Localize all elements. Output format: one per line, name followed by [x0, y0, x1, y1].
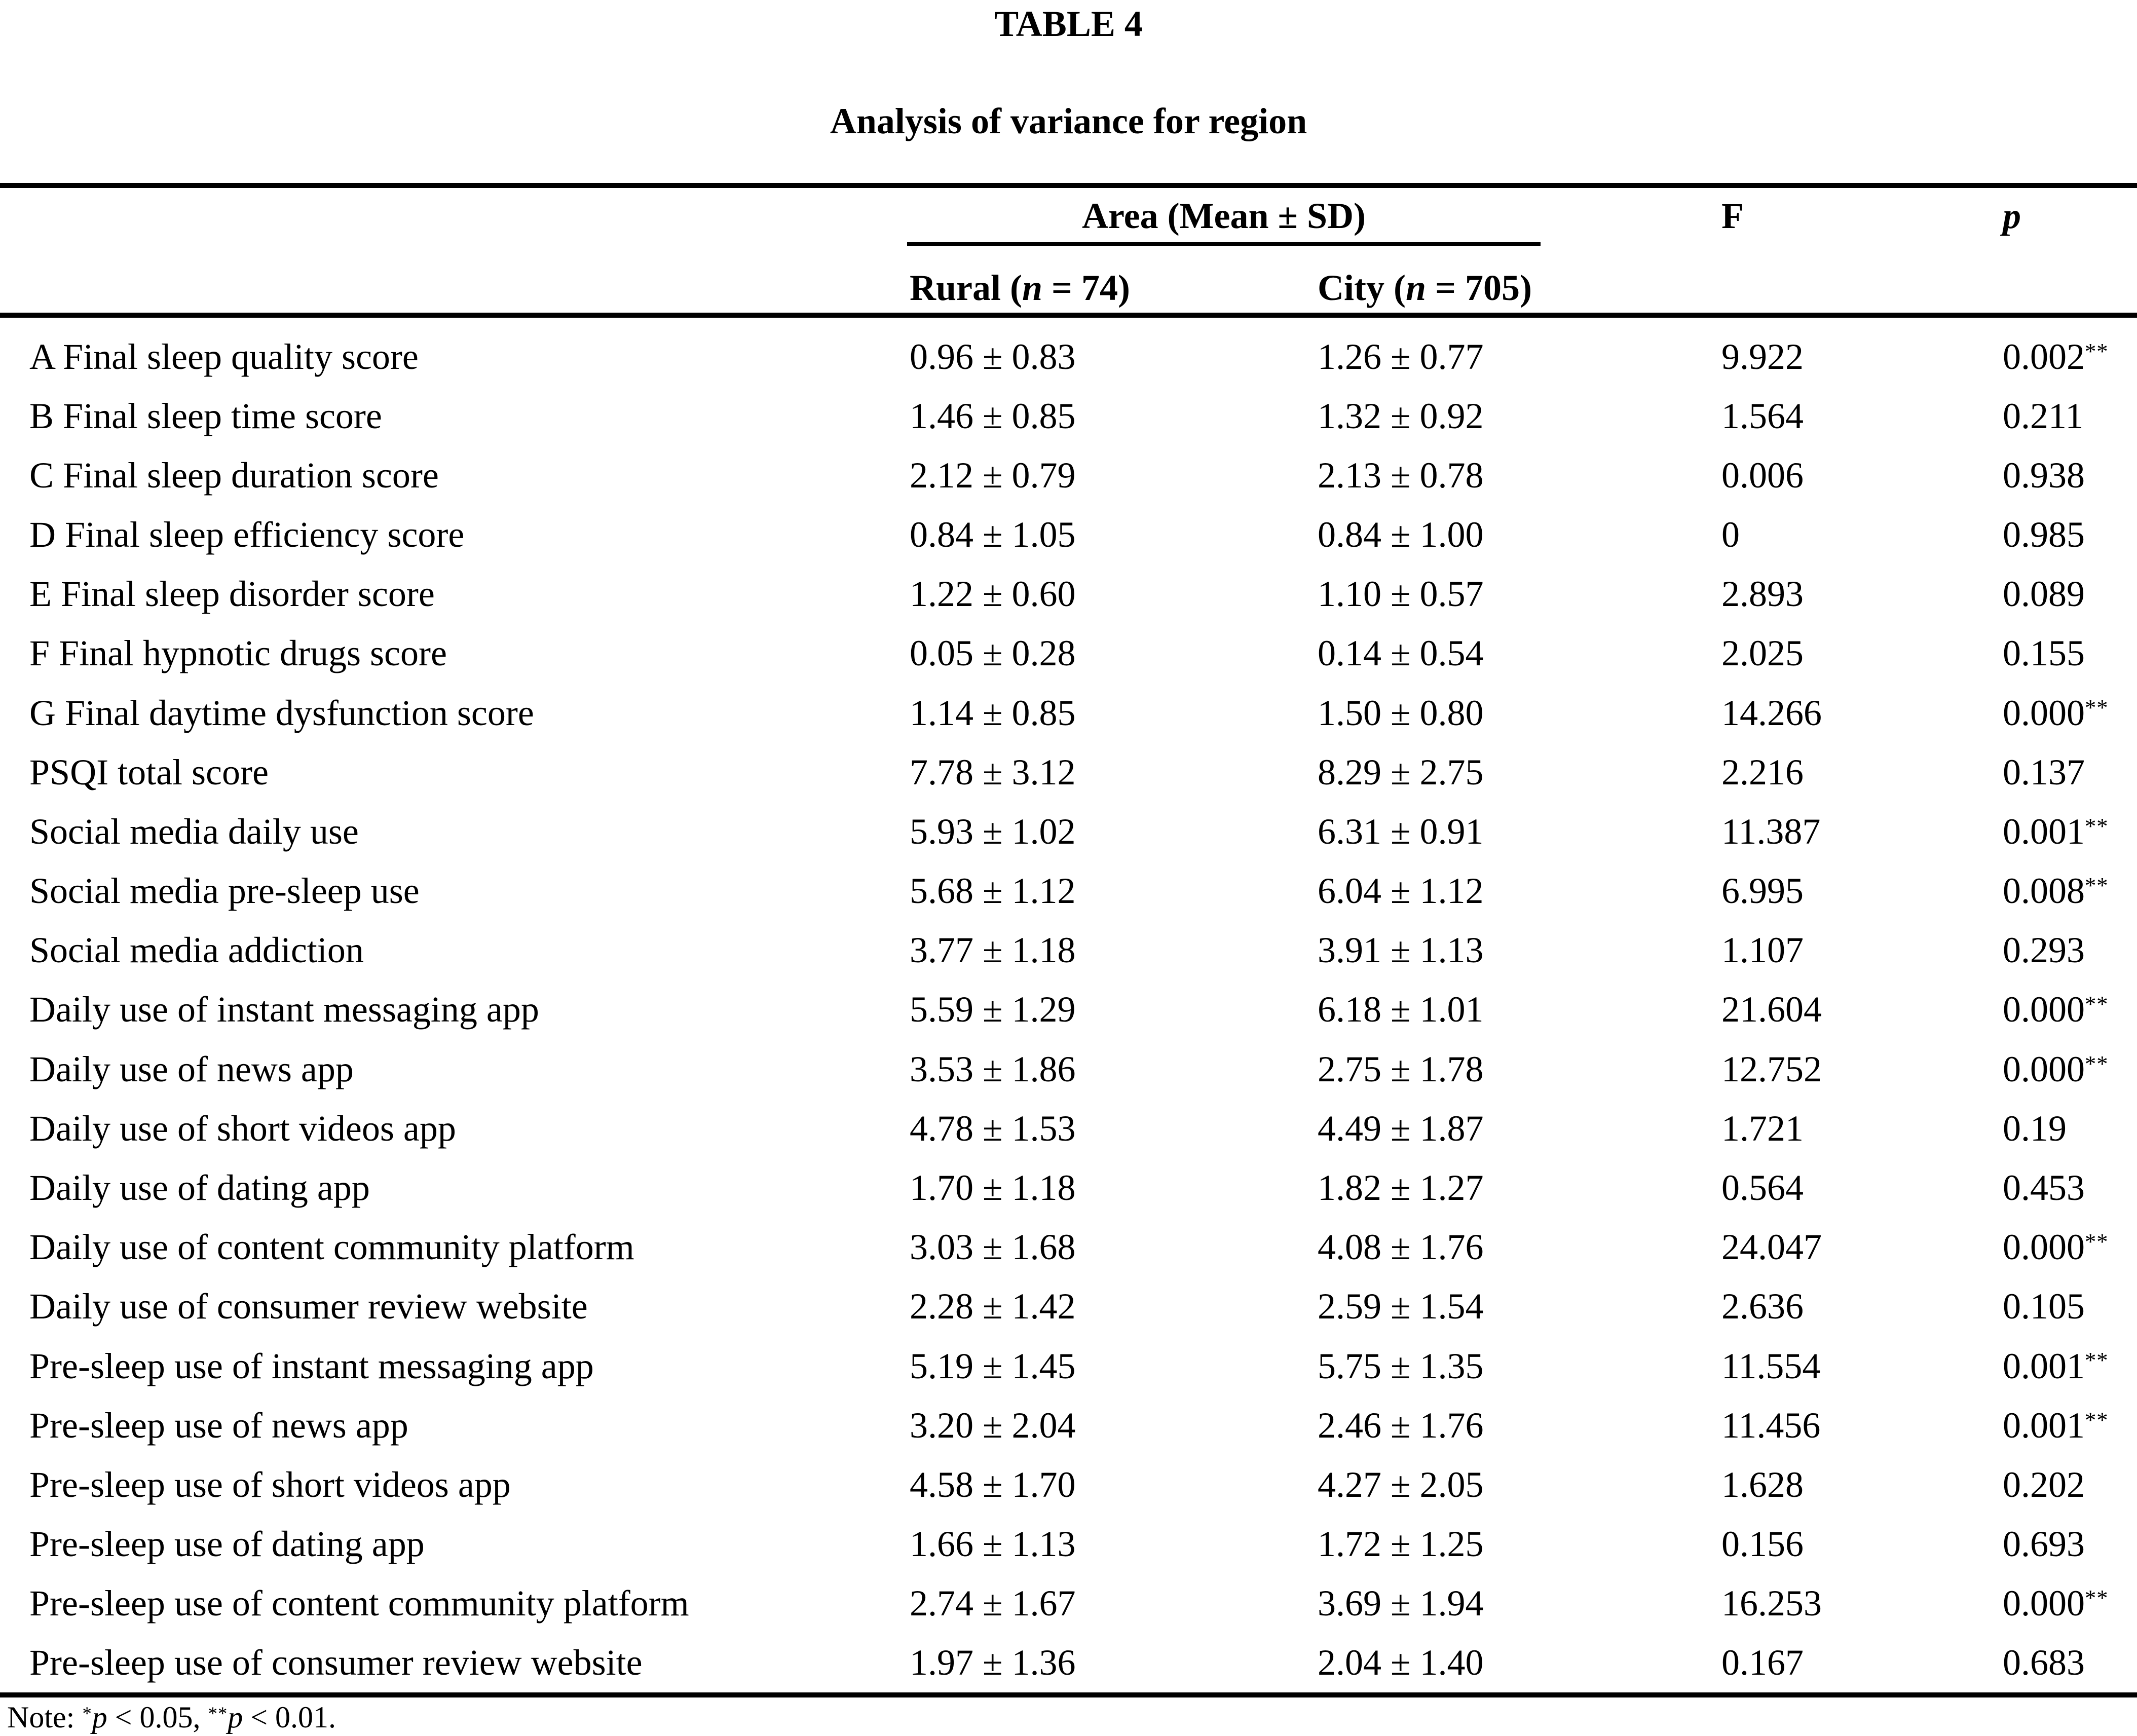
table-number-title: TABLE 4	[994, 4, 1143, 44]
city-mean-sd-value: 1.50 ± 0.80	[1318, 692, 1484, 733]
city-mean-sd-value: 4.08 ± 1.76	[1318, 1227, 1484, 1268]
p-value: 0.985	[2003, 514, 2085, 555]
p-value: 0.001	[2003, 1405, 2085, 1446]
table-row	[0, 742, 2137, 802]
f-statistic-value: 6.995	[1721, 871, 1804, 912]
city-mean-sd-value: 6.04 ± 1.12	[1318, 871, 1484, 912]
row-label: Social media daily use	[29, 811, 359, 852]
city-header-text: City (	[1318, 268, 1406, 308]
f-statistic-value: 0.006	[1721, 455, 1804, 496]
table-row	[0, 1395, 2137, 1455]
table-row	[0, 1039, 2137, 1099]
city-mean-sd-value: 1.32 ± 0.92	[1318, 395, 1484, 436]
f-statistic-value: 11.554	[1721, 1345, 1821, 1386]
table-row	[0, 683, 2137, 742]
f-statistic-value: 0.167	[1721, 1642, 1804, 1683]
rural-mean-sd-value: 4.78 ± 1.53	[910, 1108, 1076, 1149]
note-p-italic-1: p	[92, 1701, 107, 1734]
p-value: 0.137	[2003, 751, 2085, 792]
p-value: 0.453	[2003, 1167, 2085, 1208]
f-statistic-value: 12.752	[1721, 1048, 1822, 1089]
p-value: 0.089	[2003, 574, 2085, 615]
significance-stars: **	[2085, 991, 2109, 1017]
table-row	[0, 980, 2137, 1039]
table-row	[0, 327, 2137, 386]
f-statistic-value: 2.025	[1721, 633, 1804, 674]
row-label: B Final sleep time score	[29, 395, 382, 436]
note-p-italic-2: p	[228, 1701, 243, 1734]
p-value: 0.293	[2003, 930, 2085, 971]
rural-header-text: Rural (	[910, 268, 1022, 308]
rural-mean-sd-value: 0.05 ± 0.28	[910, 633, 1076, 674]
row-label: PSQI total score	[29, 751, 269, 792]
rural-mean-sd-value: 4.58 ± 1.70	[910, 1464, 1076, 1505]
table-body	[0, 327, 2137, 1692]
row-label: Pre-sleep use of content community platform	[29, 1583, 689, 1624]
p-value-cell	[2003, 574, 2137, 615]
table-row	[0, 861, 2137, 921]
city-header-n-italic: n	[1405, 268, 1426, 308]
rural-mean-sd-value: 7.78 ± 3.12	[910, 751, 1076, 792]
city-header-count: = 705)	[1426, 268, 1532, 308]
city-mean-sd-value: 2.04 ± 1.40	[1318, 1642, 1484, 1683]
city-mean-sd-value: 0.84 ± 1.00	[1318, 514, 1484, 555]
p-value: 0.000	[2003, 989, 2085, 1030]
city-mean-sd-value: 2.59 ± 1.54	[1318, 1286, 1484, 1327]
p-value: 0.683	[2003, 1642, 2085, 1683]
f-statistic-value: 1.628	[1721, 1464, 1804, 1505]
f-statistic-value: 0	[1721, 514, 1740, 555]
table-bottom-rule	[0, 1692, 2137, 1697]
city-mean-sd-value: 1.26 ± 0.77	[1318, 336, 1484, 377]
rural-header-count: = 74)	[1042, 268, 1131, 308]
p-value-cell	[2003, 338, 2137, 375]
table-row	[0, 564, 2137, 624]
p-value: 0.202	[2003, 1464, 2085, 1505]
p-value-cell	[2003, 692, 2137, 733]
p-value: 0.001	[2003, 811, 2085, 852]
f-statistic-value: 14.266	[1721, 692, 1822, 733]
row-label: Pre-sleep use of dating app	[29, 1524, 425, 1565]
p-value-cell	[2003, 457, 2137, 494]
p-value: 0.000	[2003, 692, 2085, 733]
significance-stars: **	[2085, 1407, 2109, 1432]
p-value-cell	[2003, 395, 2137, 436]
rural-header-n-italic: n	[1022, 268, 1043, 308]
table-row	[0, 1336, 2137, 1395]
note-prefix: Note:	[7, 1701, 83, 1734]
row-label: Social media addiction	[29, 930, 364, 971]
row-label: Pre-sleep use of short videos app	[29, 1464, 511, 1505]
p-value-cell	[2003, 1227, 2137, 1268]
city-mean-sd-value: 2.46 ± 1.76	[1318, 1405, 1484, 1446]
table-row	[0, 1514, 2137, 1573]
p-value-cell	[2003, 1644, 2137, 1681]
row-label: Daily use of consumer review website	[29, 1286, 588, 1327]
rural-mean-sd-value: 3.77 ± 1.18	[910, 930, 1076, 971]
p-value: 0.002	[2003, 336, 2085, 377]
city-mean-sd-value: 5.75 ± 1.35	[1318, 1345, 1484, 1386]
table-note	[7, 1701, 336, 1734]
row-label: Daily use of dating app	[29, 1167, 370, 1208]
table-row	[0, 1574, 2137, 1633]
rural-mean-sd-value: 1.70 ± 1.18	[910, 1167, 1076, 1208]
row-label: Daily use of instant messaging app	[29, 989, 539, 1030]
significance-stars: **	[2085, 1050, 2109, 1076]
table-row	[0, 1099, 2137, 1158]
rural-mean-sd-value: 1.66 ± 1.13	[910, 1524, 1076, 1565]
city-mean-sd-value: 1.10 ± 0.57	[1318, 574, 1484, 615]
p-value-cell	[2003, 516, 2137, 553]
significance-stars: **	[2085, 694, 2109, 720]
table-row	[0, 1158, 2137, 1217]
table-row	[0, 802, 2137, 861]
column-header-f: F	[1721, 196, 1744, 236]
row-label: Pre-sleep use of instant messaging app	[29, 1345, 594, 1386]
city-mean-sd-value: 8.29 ± 2.75	[1318, 751, 1484, 792]
rural-mean-sd-value: 2.28 ± 1.42	[910, 1286, 1076, 1327]
p-value: 0.19	[2003, 1108, 2067, 1149]
p-value-cell	[2003, 1288, 2137, 1325]
area-group-spanner-rule	[907, 242, 1541, 246]
significance-stars: **	[2085, 813, 2109, 839]
row-label: Social media pre-sleep use	[29, 871, 420, 912]
p-value-cell	[2003, 1524, 2137, 1565]
row-label: Pre-sleep use of consumer review website	[29, 1642, 643, 1683]
rural-mean-sd-value: 5.19 ± 1.45	[910, 1345, 1076, 1386]
column-group-header-area: Area (Mean ± SD)	[1081, 196, 1366, 236]
column-header-p: p	[2003, 196, 2021, 236]
city-mean-sd-value: 2.75 ± 1.78	[1318, 1048, 1484, 1089]
p-value: 0.693	[2003, 1524, 2085, 1565]
rural-mean-sd-value: 5.68 ± 1.12	[910, 871, 1076, 912]
f-statistic-value: 9.922	[1721, 336, 1804, 377]
row-label: Daily use of news app	[29, 1048, 354, 1089]
row-label: D Final sleep efficiency score	[29, 514, 465, 555]
rural-mean-sd-value: 0.84 ± 1.05	[910, 514, 1076, 555]
rural-mean-sd-value: 0.96 ± 0.83	[910, 336, 1076, 377]
table-row	[0, 1277, 2137, 1336]
f-statistic-value: 2.893	[1721, 574, 1804, 615]
row-label: F Final hypnotic drugs score	[29, 633, 447, 674]
rural-mean-sd-value: 1.22 ± 0.60	[910, 574, 1076, 615]
rural-mean-sd-value: 5.59 ± 1.29	[910, 989, 1076, 1030]
row-label: E Final sleep disorder score	[29, 574, 435, 615]
rural-mean-sd-value: 2.74 ± 1.67	[910, 1583, 1076, 1624]
p-value-cell	[2003, 1466, 2137, 1503]
note-threshold-2: < 0.01.	[243, 1701, 336, 1734]
row-label: Daily use of content community platform	[29, 1227, 634, 1268]
table-row	[0, 505, 2137, 564]
city-mean-sd-value: 4.27 ± 2.05	[1318, 1464, 1484, 1505]
significance-stars: **	[2085, 1229, 2109, 1255]
table-row	[0, 1633, 2137, 1692]
rural-mean-sd-value: 3.03 ± 1.68	[910, 1227, 1076, 1268]
city-mean-sd-value: 6.31 ± 0.91	[1318, 811, 1484, 852]
header-bottom-rule	[0, 313, 2137, 318]
p-value-cell	[2003, 1345, 2137, 1386]
significance-stars: **	[2085, 873, 2109, 898]
table-row	[0, 445, 2137, 505]
row-label: Daily use of short videos app	[29, 1108, 456, 1149]
f-statistic-value: 0.564	[1721, 1167, 1804, 1208]
p-value-cell	[2003, 1583, 2137, 1624]
f-statistic-value: 2.216	[1721, 751, 1804, 792]
f-statistic-value: 1.721	[1721, 1108, 1804, 1149]
p-value: 0.105	[2003, 1286, 2085, 1327]
note-single-asterisk: *	[82, 1704, 92, 1725]
note-double-asterisk: **	[208, 1704, 228, 1725]
rural-mean-sd-value: 1.97 ± 1.36	[910, 1642, 1076, 1683]
column-header-rural	[910, 270, 1130, 306]
row-label: G Final daytime dysfunction score	[29, 692, 534, 733]
p-value-cell	[2003, 633, 2137, 674]
significance-stars: **	[2085, 1585, 2109, 1611]
table-row	[0, 921, 2137, 980]
city-mean-sd-value: 3.69 ± 1.94	[1318, 1583, 1484, 1624]
f-statistic-value: 1.107	[1721, 930, 1804, 971]
p-value: 0.008	[2003, 871, 2085, 912]
rural-mean-sd-value: 1.14 ± 0.85	[910, 692, 1076, 733]
table-row	[0, 624, 2137, 683]
city-mean-sd-value: 3.91 ± 1.13	[1318, 930, 1484, 971]
rural-mean-sd-value: 2.12 ± 0.79	[910, 455, 1076, 496]
p-value: 0.000	[2003, 1048, 2085, 1089]
city-mean-sd-value: 1.82 ± 1.27	[1318, 1167, 1484, 1208]
city-mean-sd-value: 0.14 ± 0.54	[1318, 633, 1484, 674]
significance-stars: **	[2085, 338, 2109, 364]
p-value-cell	[2003, 991, 2137, 1028]
p-value-cell	[2003, 1110, 2137, 1147]
rural-mean-sd-value: 3.20 ± 2.04	[910, 1405, 1076, 1446]
f-statistic-value: 16.253	[1721, 1583, 1822, 1624]
table-caption: Analysis of variance for region	[830, 101, 1307, 141]
f-statistic-value: 0.156	[1721, 1524, 1804, 1565]
p-value-cell	[2003, 1407, 2137, 1444]
p-value-cell	[2003, 813, 2137, 850]
column-header-city	[1318, 270, 1532, 306]
p-value-cell	[2003, 1048, 2137, 1089]
rural-mean-sd-value: 5.93 ± 1.02	[910, 811, 1076, 852]
p-value: 0.211	[2003, 395, 2084, 436]
row-label: Pre-sleep use of news app	[29, 1405, 408, 1446]
table-row	[0, 1455, 2137, 1514]
table-top-rule	[0, 183, 2137, 188]
f-statistic-value: 2.636	[1721, 1286, 1804, 1327]
p-value: 0.001	[2003, 1345, 2085, 1386]
city-mean-sd-value: 6.18 ± 1.01	[1318, 989, 1484, 1030]
row-label: A Final sleep quality score	[29, 336, 419, 377]
f-statistic-value: 24.047	[1721, 1227, 1822, 1268]
p-value-cell	[2003, 871, 2137, 912]
p-value-cell	[2003, 751, 2137, 792]
city-mean-sd-value: 4.49 ± 1.87	[1318, 1108, 1484, 1149]
rural-mean-sd-value: 3.53 ± 1.86	[910, 1048, 1076, 1089]
table-row	[0, 386, 2137, 445]
rural-mean-sd-value: 1.46 ± 0.85	[910, 395, 1076, 436]
p-value-cell	[2003, 930, 2137, 971]
p-value-cell	[2003, 1169, 2137, 1206]
f-statistic-value: 1.564	[1721, 395, 1804, 436]
p-value: 0.155	[2003, 633, 2085, 674]
note-threshold-1: < 0.05,	[107, 1701, 208, 1734]
p-value: 0.000	[2003, 1583, 2085, 1624]
p-value: 0.000	[2003, 1227, 2085, 1268]
significance-stars: **	[2085, 1347, 2109, 1373]
table-row	[0, 1218, 2137, 1277]
p-value: 0.938	[2003, 455, 2085, 496]
city-mean-sd-value: 1.72 ± 1.25	[1318, 1524, 1484, 1565]
city-mean-sd-value: 2.13 ± 0.78	[1318, 455, 1484, 496]
f-statistic-value: 21.604	[1721, 989, 1822, 1030]
f-statistic-value: 11.387	[1721, 811, 1821, 852]
f-statistic-value: 11.456	[1721, 1405, 1821, 1446]
row-label: C Final sleep duration score	[29, 455, 439, 496]
